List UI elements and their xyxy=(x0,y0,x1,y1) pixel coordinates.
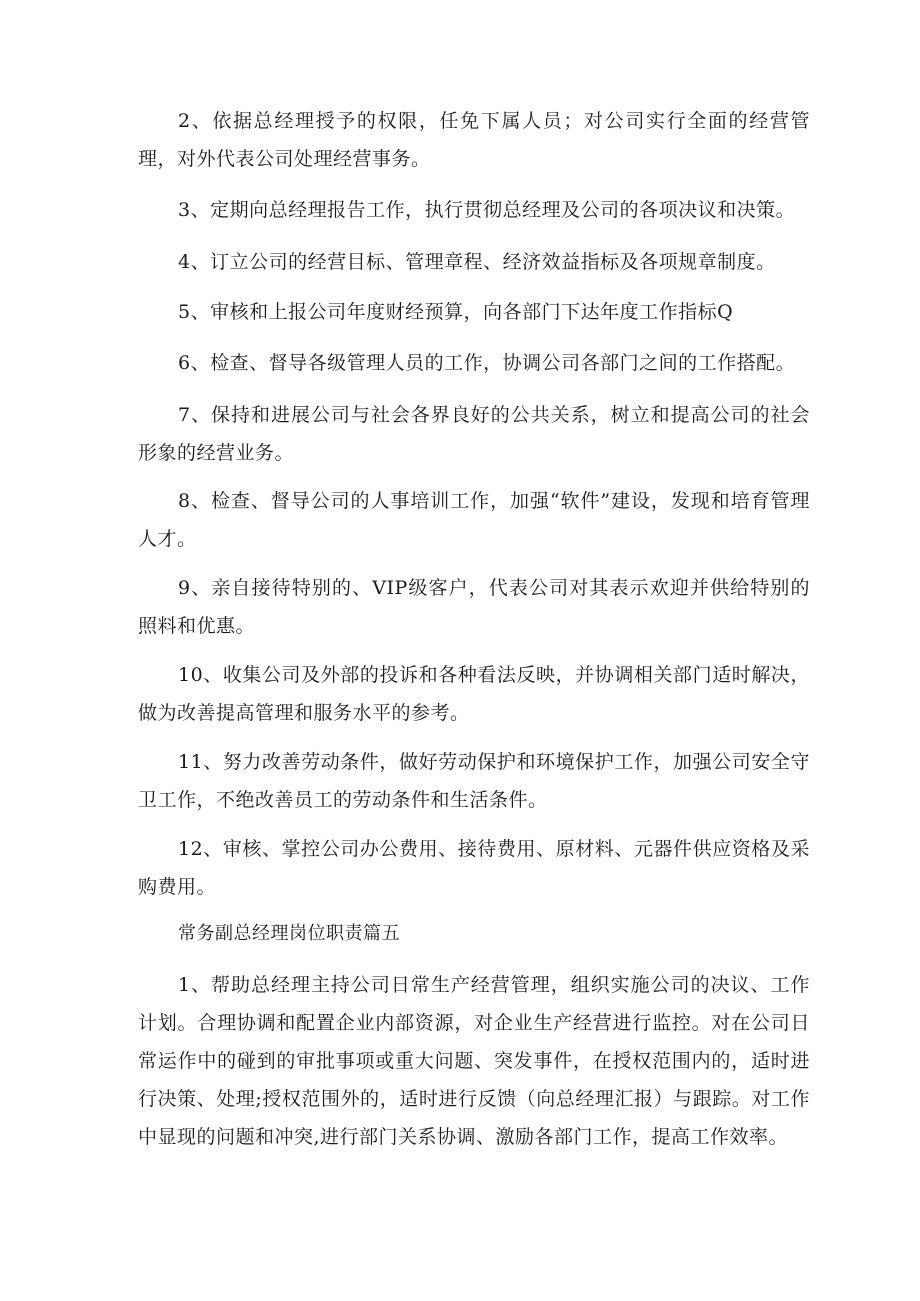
paragraph-item-5: 5、审核和上报公司年度财经预算，向各部门下达年度工作指标Q xyxy=(178,301,734,323)
paragraph-item-3: 3、定期向总经理报告工作，执行贯彻总经理及公司的各项决议和决策。 xyxy=(178,199,796,221)
paragraph-item-12: 12、审核、掌控公司办公费用、接待费用、原材料、元器件供应资格及采购费用。 xyxy=(138,838,810,898)
section-paragraph-1: 1、帮助总经理主持公司日常生产经营管理，组织实施公司的决议、工作计划。合理协调和配置企业内部资源，对企业生产经营进行监控。对在公司日常运作中的碰到的审批事项或重大问题、突发事件，在授权范围内的，适时进行决策、处理;授权范围外的，适时进行反馈（向总经理汇报）与跟踪。对工作中显现的问题和冲突,进行部门关系协调、激励各部门工作，提高工作效率。 xyxy=(138,974,810,1148)
paragraph-item-7: 7、保持和进展公司与社会各界良好的公共关系，树立和提高公司的社会形象的经营业务。 xyxy=(138,404,810,464)
paragraph-item-4: 4、订立公司的经营目标、管理章程、经济效益指标及各项规章制度。 xyxy=(178,251,776,273)
paragraph-item-6: 6、检查、督导各级管理人员的工作，协调公司各部门之间的工作搭配。 xyxy=(178,352,796,374)
paragraph-item-9: 9、亲自接待特别的、VIP级客户，代表公司对其表示欢迎并供给特别的照料和优惠。 xyxy=(138,577,810,637)
paragraph-item-8: 8、检查、督导公司的人事培训工作，加强“软件”建设，发现和培育管理人才。 xyxy=(138,490,810,550)
paragraph-item-11: 11、努力改善劳动条件，做好劳动保护和环境保护工作，加强公司安全守卫工作，不绝改善员工的劳动条件和生活条件。 xyxy=(138,751,810,811)
paragraph-item-2: 2、依据总经理授予的权限，任免下属人员；对公司实行全面的经营管理，对外代表公司处理经营事务。 xyxy=(138,110,810,170)
paragraph-item-10: 10、收集公司及外部的投诉和各种看法反映，并协调相关部门适时解决，做为改善提高管理和服务水平的参考。 xyxy=(138,664,810,724)
section-heading: 常务副总经理岗位职责篇五 xyxy=(178,923,400,944)
